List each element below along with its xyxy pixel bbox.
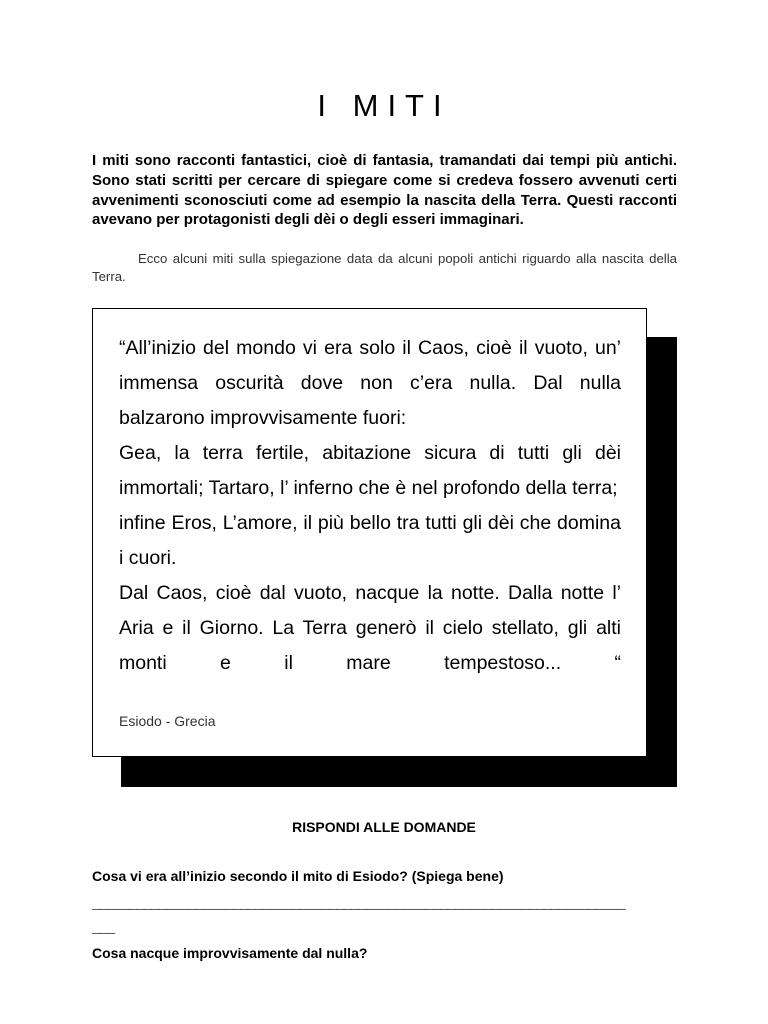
quote-paragraph-2: Gea, la terra fertile, abitazione sicura di tutti gli dèi immortali; Tartaro, l’ inferno che è nel profondo della terra; [119, 442, 621, 499]
intro-paragraph: I miti sono racconti fantastici, cioè di fantasia, tramandati dai tempi più antichi. Sono stati scritti per cercare di spiegare come si credeva fossero avvenuti certi avvenimenti sconosciuti come ad esempio la nascita della Terra. Questi racconti avevano per protagonisti degli dèi o degli esseri immaginari. [92, 152, 677, 229]
question-2: Cosa nacque improvvisamente dal nulla? [92, 945, 368, 961]
answer-line-1-tail[interactable]: ___ [92, 921, 115, 937]
quote-paragraph-4: Dal Caos, cioè dal vuoto, nacque la notte. Dalla notte l’ Aria e il Giorno. La Terra generò il cielo stellato, gli alti monti e il mare tempestoso... “ [119, 582, 621, 674]
intro-sub-paragraph: Ecco alcuni miti sulla spiegazione data da alcuni popoli antichi riguardo alla nascita della Terra. [92, 251, 677, 284]
page-title: I MITI [317, 88, 451, 123]
quote-source: Esiodo - Grecia [119, 713, 216, 729]
question-1: Cosa vi era all’inizio secondo il mito di Esiodo? (Spiega bene) [92, 868, 504, 884]
answer-line-1[interactable]: ________________________________________________________________________ [92, 897, 625, 913]
quote-text [119, 331, 621, 681]
quote-paragraph-3: infine Eros, L’amore, il più bello tra tutti gli dèi che domina i cuori. [119, 512, 621, 569]
quote-paragraph-1: “All’inizio del mondo vi era solo il Caos, cioè il vuoto, un’ immensa oscurità dove non c’era nulla. Dal nulla balzarono improvvisamente fuori: [119, 337, 621, 429]
questions-heading: RISPONDI ALLE DOMANDE [292, 819, 476, 835]
quote-box [92, 308, 647, 757]
